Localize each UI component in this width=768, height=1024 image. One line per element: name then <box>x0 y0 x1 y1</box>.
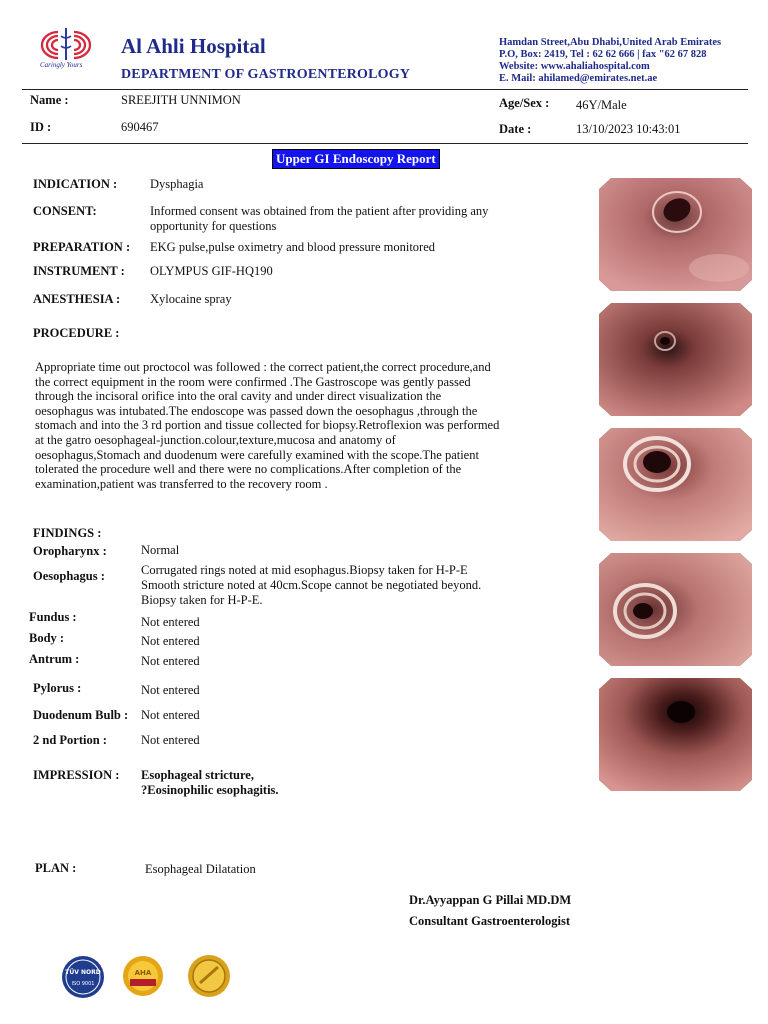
pylorus-value: Not entered <box>141 683 200 697</box>
second-portion-label: 2 nd Portion : <box>33 733 107 747</box>
plan-label: PLAN : <box>35 861 77 875</box>
impression-line1: Esophageal stricture, <box>141 768 254 782</box>
instrument-value: OLYMPUS GIF-HQ190 <box>150 264 273 278</box>
pylorus-label: Pylorus : <box>33 681 82 695</box>
patient-id: 690467 <box>121 120 159 134</box>
name-label: Name : <box>30 93 69 107</box>
oesophagus-line: Smooth stricture noted at 40cm.Scope cannot be negotiated beyond. <box>141 578 482 592</box>
procedure-line: stomach and into the 3 rd portion and tissue collected for biopsy.Retroflexion was performed <box>35 418 500 433</box>
impression-label: IMPRESSION : <box>33 768 120 782</box>
instrument-label: INSTRUMENT : <box>33 264 125 278</box>
patient-agesex: 46Y/Male <box>576 98 627 112</box>
oropharynx-value: Normal <box>141 543 180 557</box>
endoscopy-image-2 <box>599 303 752 416</box>
hospital-name: Al Ahli Hospital <box>121 34 266 58</box>
contact-website: Website: www.ahaliahospital.com <box>499 61 650 72</box>
report-title: Upper GI Endoscopy Report <box>272 149 440 169</box>
endoscopy-image-4 <box>599 553 752 666</box>
findings-label: FINDINGS : <box>33 526 102 540</box>
doctor-title: Consultant Gastroenterologist <box>409 914 570 928</box>
endoscopy-image-3 <box>599 428 752 541</box>
patient-name: SREEJITH UNNIMON <box>121 93 241 107</box>
oropharynx-label: Oropharynx : <box>33 544 107 558</box>
preparation-label: PREPARATION : <box>33 240 131 254</box>
endoscopy-image-1 <box>599 178 752 291</box>
endoscopy-image-5 <box>599 678 752 791</box>
tuv-certification-badge <box>60 954 106 1000</box>
oesophagus-line: Biopsy taken for H-P-E. <box>141 593 263 607</box>
header-divider <box>22 89 748 90</box>
oesophagus-label: Oesophagus : <box>33 569 105 583</box>
procedure-line: at the gatro oesophageal-junction.colour,texture,mucosa and anatomy of <box>35 432 396 447</box>
procedure-label: PROCEDURE : <box>33 326 120 340</box>
id-label: ID : <box>30 120 52 134</box>
tuv-badge-text: TÜV NORD <box>65 969 101 976</box>
duodenum-bulb-value: Not entered <box>141 708 200 722</box>
logo-tagline: Caringly Yours <box>40 61 83 69</box>
procedure-line: tolerated the procedure well and there were no complications.After completion of the <box>35 462 462 477</box>
procedure-line: the correct equipment in the room were confirmed .The Gastroscope was gently passed <box>35 374 471 389</box>
consent-value-line1: Informed consent was obtained from the patient after providing any <box>150 204 489 218</box>
impression-line2: ?Eosinophilic esophagitis. <box>141 783 279 797</box>
doctor-name: Dr.Ayyappan G Pillai MD.DM <box>409 893 572 907</box>
contact-phone: P.O, Box: 2419, Tel : 62 62 666 | fax "62 67 828 <box>499 49 707 60</box>
contact-address: Hamdan Street,Abu Dhabi,United Arab Emirates <box>499 37 722 48</box>
accreditation-seal-badge <box>186 953 232 999</box>
contact-email: E. Mail: ahilamed@emirates.net.ae <box>499 73 658 84</box>
consent-value-line2: opportunity for questions <box>150 219 277 233</box>
report-date: 13/10/2023 10:43:01 <box>576 122 681 136</box>
plan-value: Esophageal Dilatation <box>145 862 256 876</box>
fundus-value: Not entered <box>141 615 200 629</box>
procedure-line: oesophagus,Stomach and duodenum were carefully examined with the scope.The patient <box>35 447 479 462</box>
procedure-line: Appropriate time out proctocol was followed : the correct patient,the correct procedure,and <box>35 360 491 374</box>
procedure-line: oesophagus was intubated.The endoscope was passed down the oesophagus ,through the <box>35 403 478 418</box>
oesophagus-line: Corrugated rings noted at mid esophagus.Biopsy taken for H-P-E <box>141 563 468 577</box>
indication-value: Dysphagia <box>150 177 204 191</box>
second-portion-value: Not entered <box>141 733 200 747</box>
department-name: DEPARTMENT OF GASTROENTEROLOGY <box>121 67 411 82</box>
procedure-text <box>35 360 545 491</box>
antrum-label: Antrum : <box>29 652 80 666</box>
procedure-line: examination,patient was transferred to the recovery room . <box>35 476 328 491</box>
oesophagus-value <box>141 563 481 608</box>
iso-badge-text: ISO 9001 <box>71 981 95 987</box>
date-label: Date : <box>499 122 532 136</box>
fundus-label: Fundus : <box>29 610 77 624</box>
body-value: Not entered <box>141 634 200 648</box>
consent-label: CONSENT: <box>33 204 97 218</box>
anesthesia-value: Xylocaine spray <box>150 292 232 306</box>
duodenum-bulb-label: Duodenum Bulb : <box>33 708 129 722</box>
agesex-label: Age/Sex : <box>499 96 550 110</box>
contact-block <box>499 37 721 85</box>
preparation-value: EKG pulse,pulse oximetry and blood pressure monitored <box>150 240 436 254</box>
body-label: Body : <box>29 631 65 645</box>
gold-badge-text: AHA <box>134 969 152 977</box>
procedure-line: through the incisoral orifice into the oral cavity and under direct visualization the <box>35 389 442 404</box>
gold-award-badge <box>120 953 166 999</box>
antrum-value: Not entered <box>141 654 200 668</box>
indication-label: INDICATION : <box>33 177 118 191</box>
patient-divider <box>22 143 748 144</box>
anesthesia-label: ANESTHESIA : <box>33 292 121 306</box>
